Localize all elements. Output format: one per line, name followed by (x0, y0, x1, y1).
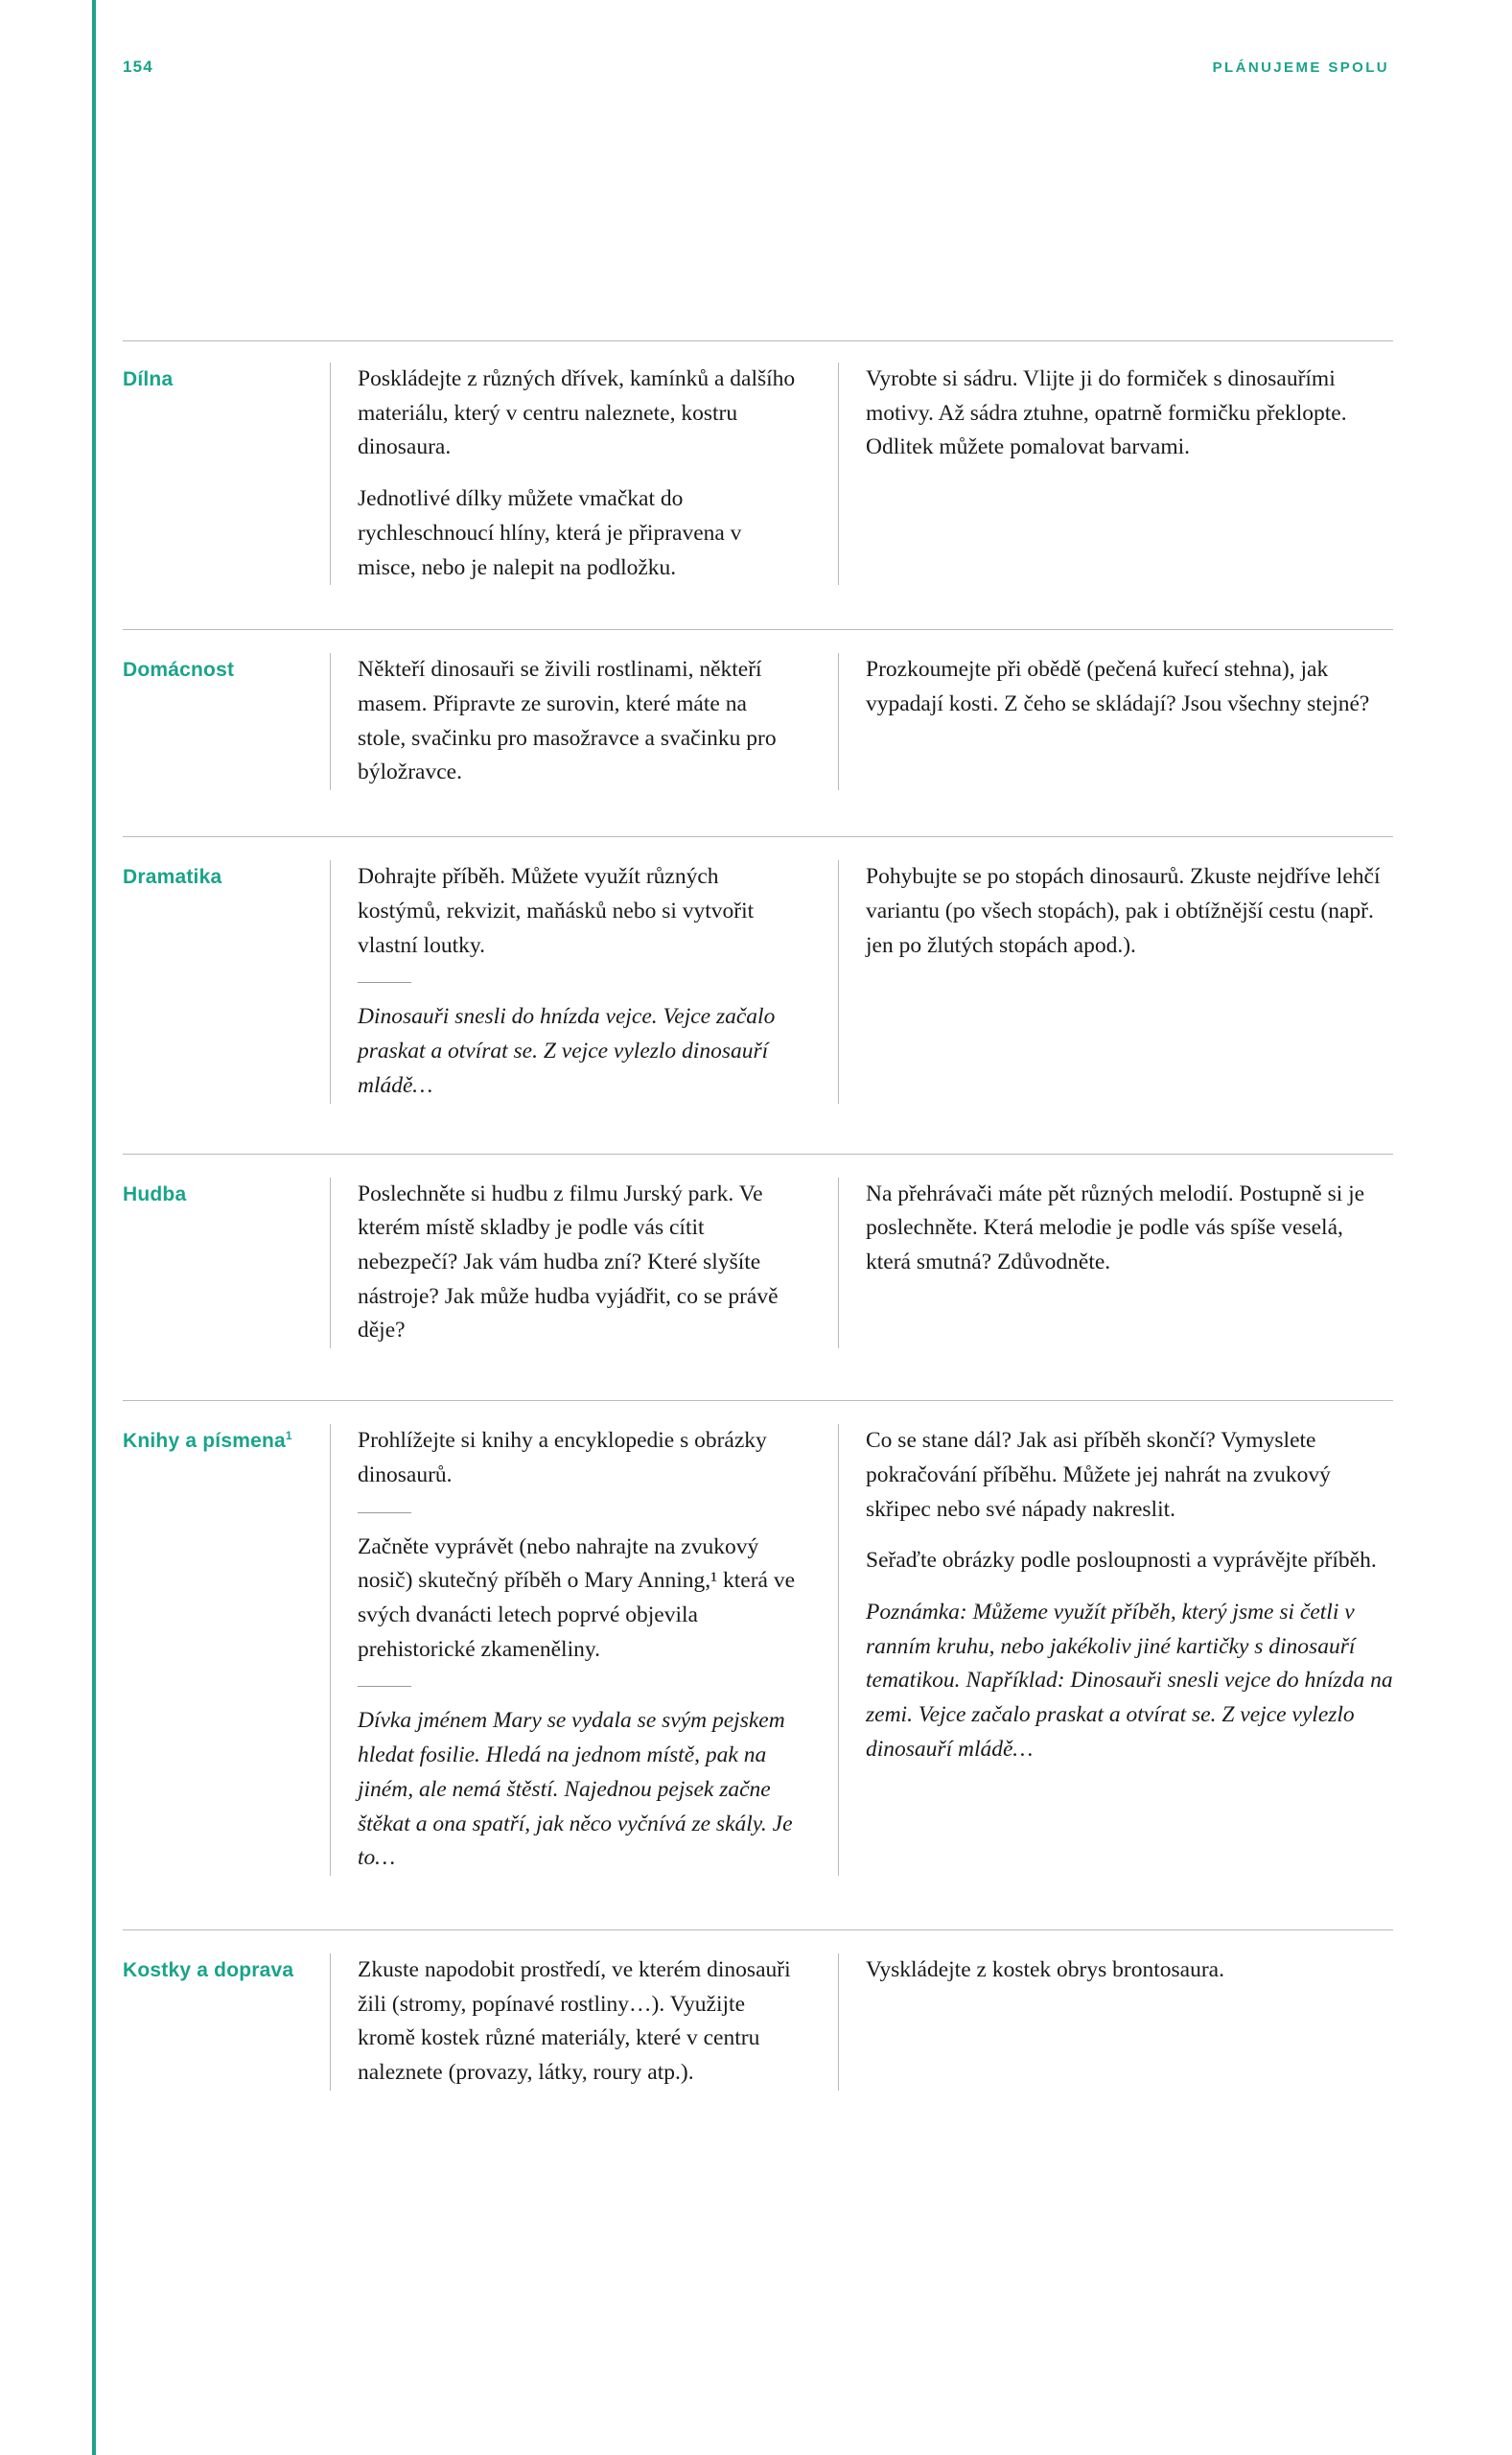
left-margin-rule (92, 0, 96, 2455)
row-label-text: Knihy a písmena (123, 1430, 286, 1453)
table-row (123, 1154, 1393, 1401)
row-label: Kostky a doprava (123, 1959, 294, 1981)
paragraph-italic: Dinosauři snesli do hnízda vejce. Vejce začalo praskat a otvírat se. Z vejce vylezlo dinosauří mládě… (358, 1004, 776, 1098)
row-right-column (838, 362, 1393, 585)
paragraph: Dohrajte příběh. Můžete využít různých kostýmů, rekvizit, maňásků nebo si vytvořit vlastní loutky. (358, 864, 755, 958)
paragraph: Prohlížejte si knihy a encyklopedie s obrázky dinosaurů. (358, 1428, 767, 1487)
paragraph-divider (358, 1512, 411, 1513)
paragraph: Co se stane dál? Jak asi příběh skončí? Vymyslete pokračování příběhu. Můžete jej nahrát na zvukový skřipec nebo své nápady nakreslit. (866, 1428, 1331, 1522)
paragraph: Prozkoumejte při obědě (pečená kuřecí stehna), jak vypadají kosti. Z čeho se skládají? Jsou všechny stejné? (866, 657, 1370, 717)
row-label: Dramatika (123, 866, 222, 889)
paragraph: Jednotlivé dílky můžete vmačkat do rychleschnoucí hlíny, která je připravena v misce, nebo je nalepit na podložku. (358, 486, 742, 580)
paragraph: Seřaďte obrázky podle posloupnosti a vyprávějte příběh. (866, 1548, 1377, 1574)
paragraph-italic: Dívka jménem Mary se vydala se svým pejskem hledat fosilie. Hledá na jednom místě, pak na jiném, ale nemá štěstí. Najednou pejsek začne štěkat a ona spatří, jak něco vyčnívá ze skály. Je to… (358, 1708, 793, 1871)
row-middle-column (330, 860, 838, 1103)
row-right-column (838, 860, 1393, 1103)
paragraph: Vyrobte si sádru. Vlijte ji do formiček s dinosauřími motivy. Až sádra ztuhne, opatrně formičku překlopte. Odlitek můžete pomalovat barvami. (866, 366, 1347, 460)
paragraph: Poskládejte z různých dřívek, kamínků a dalšího materiálu, který v centru naleznete, kostru dinosaura. (358, 366, 796, 460)
paragraph: Někteří dinosauři se živili rostlinami, někteří masem. Připravte ze surovin, které máte na stole, svačinku pro masožravce a svačinku pro býložravce. (358, 657, 777, 785)
table-row (123, 629, 1393, 836)
activities-table (123, 340, 1393, 2129)
row-right-column (838, 1953, 1393, 2091)
row-middle-column (330, 362, 838, 585)
paragraph: Vyskládejte z kostek obrys brontosaura. (866, 1957, 1224, 1982)
table-row (123, 836, 1393, 1153)
row-label-footnote-marker: 1 (285, 1429, 292, 1443)
paragraph: Začněte vyprávět (nebo nahrajte na zvukový nosič) skutečný příběh o Mary Anning,¹ která ve svých dvanácti letech poprvé objevila prehistorické zkameněliny. (358, 1533, 796, 1662)
paragraph: Poslechněte si hudbu z filmu Jurský park. Ve kterém místě skladby je podle vás cítit nebezpečí? Jak vám hudba zní? Které slyšíte nástroje? Jak může hudba vyjádřit, co se právě děje? (358, 1181, 779, 1344)
row-middle-column (330, 1178, 838, 1349)
paragraph-divider (358, 982, 411, 983)
row-label (123, 1424, 330, 1876)
row-right-column (838, 1178, 1393, 1349)
running-head: PLÁNUJEME SPOLU (1212, 58, 1389, 76)
table-row (123, 1929, 1393, 2129)
row-right-column (838, 1424, 1393, 1876)
row-right-column (838, 653, 1393, 790)
row-middle-column (330, 653, 838, 790)
row-middle-column (330, 1424, 838, 1876)
row-label: Dílna (123, 368, 174, 390)
paragraph: Pohybujte se po stopách dinosaurů. Zkuste nejdříve lehčí variantu (po všech stopách), pak i obtížnější cestu (např. jen po žlutých stopách apod.). (866, 864, 1381, 958)
table-row (123, 340, 1393, 629)
table-row (123, 1400, 1393, 1929)
row-label: Hudba (123, 1182, 187, 1205)
page-number: 154 (123, 58, 153, 76)
paragraph: Na přehrávači máte pět různých melodií. Postupně si je poslechněte. Která melodie je podle vás spíše veselá, která smutná? Zdůvodněte. (866, 1181, 1365, 1274)
row-middle-column (330, 1953, 838, 2091)
paragraph-italic: Poznámka: Můžeme využít příběh, který jsme si četli v ranním kruhu, nebo jakékoliv jiné kartičky s dinosauří tematikou. Například: Dinosauři snesli vejce do hnízda na zemi. Vejce začalo praskat a otvírat se. Z vejce vylezlo dinosauří mládě… (866, 1599, 1393, 1762)
row-label: Domácnost (123, 659, 235, 682)
paragraph: Zkuste napodobit prostředí, ve kterém dinosauři žili (stromy, popínavé rostliny…). Využijte kromě kostek různé materiály, které v centru naleznete (provazy, látky, roury atp.). (358, 1957, 791, 2086)
paragraph-divider (358, 1686, 411, 1687)
page-header (123, 56, 1389, 79)
